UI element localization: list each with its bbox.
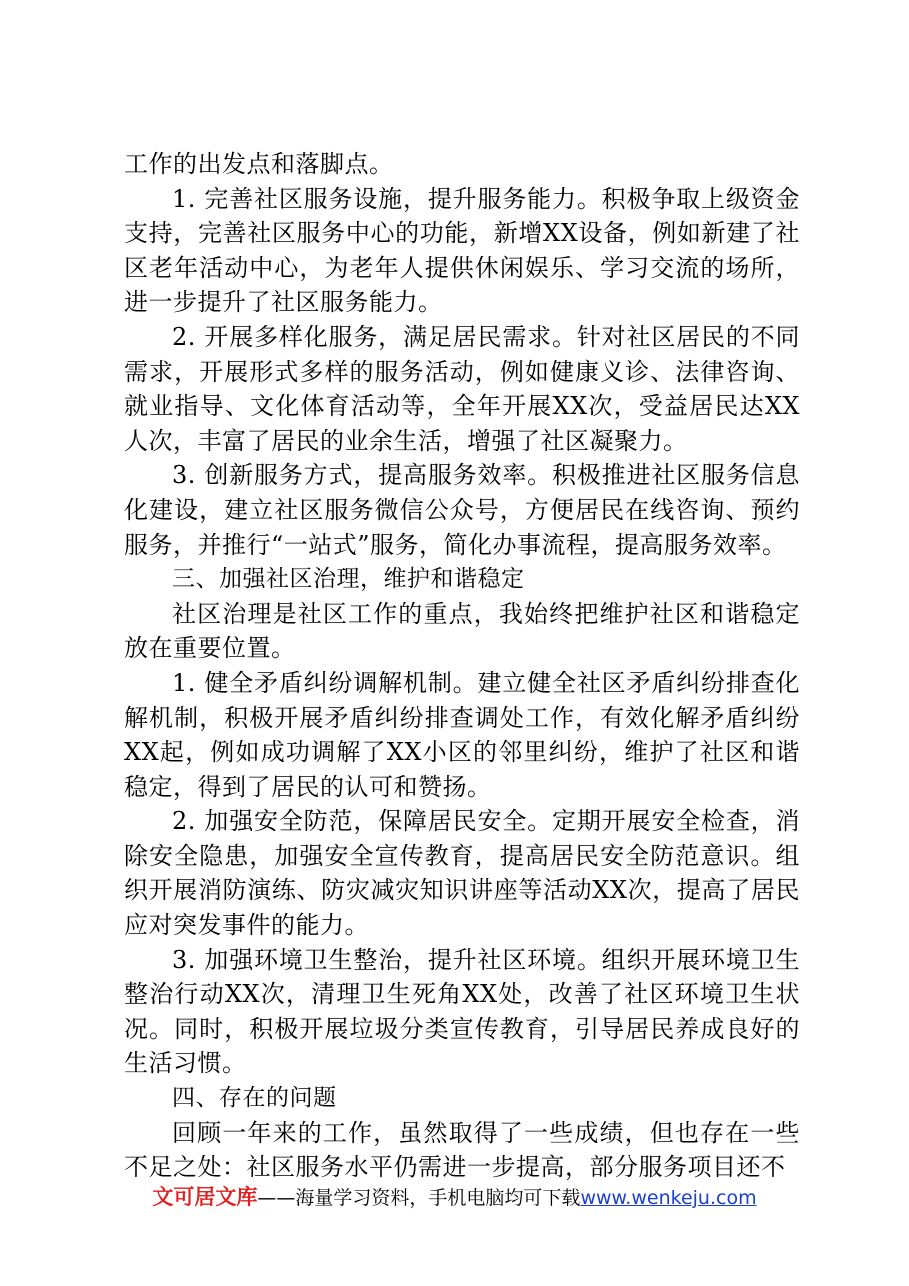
paragraph: 社区治理是社区工作的重点，我始终把维护社区和谐稳定放在重要位置。 (124, 599, 800, 663)
paragraph: 2. 开展多样化服务，满足居民需求。针对社区居民的不同需求，开展形式多样的服务活动，例如健康义诊、法律咨询、就业指导、文化体育活动等，全年开展XX次，受益居民达XX人次，丰富了居民的业余生活，增强了社区凝聚力。 (124, 322, 800, 455)
paragraph: 1. 完善社区服务设施，提升服务能力。积极争取上级资金支持，完善社区服务中心的功能，新增XX设备，例如新建了社区老年活动中心，为老年人提供休闲娱乐、学习交流的场所，进一步提升了社区服务能力。 (124, 184, 800, 317)
footer-slogan: ——海量学习资料，手机电脑均可下载 (257, 1187, 581, 1209)
paragraph: 3. 创新服务方式，提高服务效率。积极推进社区服务信息化建设，建立社区服务微信公众号，方便居民在线咨询、预约服务，并推行“一站式”服务，简化办事流程，提高服务效率。 (124, 461, 800, 559)
footer-banner (0, 1181, 909, 1211)
section-heading: 三、加强社区治理，维护和谐稳定 (172, 566, 525, 593)
paragraph: 2. 加强安全防范，保障居民安全。定期开展安全检查，消除安全隐患，加强安全宣传教育，提高居民安全防范意识。组织开展消防演练、防灾减灾知识讲座等活动XX次，提高了居民应对突发事件的能力。 (124, 807, 800, 940)
footer-link[interactable]: www.wenkeju.com (580, 1187, 757, 1209)
paragraph: 3. 加强环境卫生整治，提升社区环境。组织开展环境卫生整治行动XX次，清理卫生死角XX处，改善了社区环境卫生状况。同时，积极开展垃圾分类宣传教育，引导居民养成良好的生活习惯。 (124, 945, 800, 1078)
section-heading: 四、存在的问题 (172, 1085, 337, 1112)
paragraph: 工作的出发点和落脚点。 (124, 150, 394, 178)
document-body (124, 147, 800, 1185)
paragraph: 回顾一年来的工作，虽然取得了一些成绩，但也存在一些不足之处：社区服务水平仍需进一步提高，部分服务项目还不 (124, 1118, 800, 1182)
footer-brand: 文可居文库 (152, 1185, 258, 1209)
paragraph: 1. 健全矛盾纠纷调解机制。建立健全社区矛盾纠纷排查化解机制，积极开展矛盾纠纷排查调处工作，有效化解矛盾纠纷XX起，例如成功调解了XX小区的邻里纠纷，维护了社区和谐稳定，得到了居民的认可和赞扬。 (124, 668, 800, 801)
